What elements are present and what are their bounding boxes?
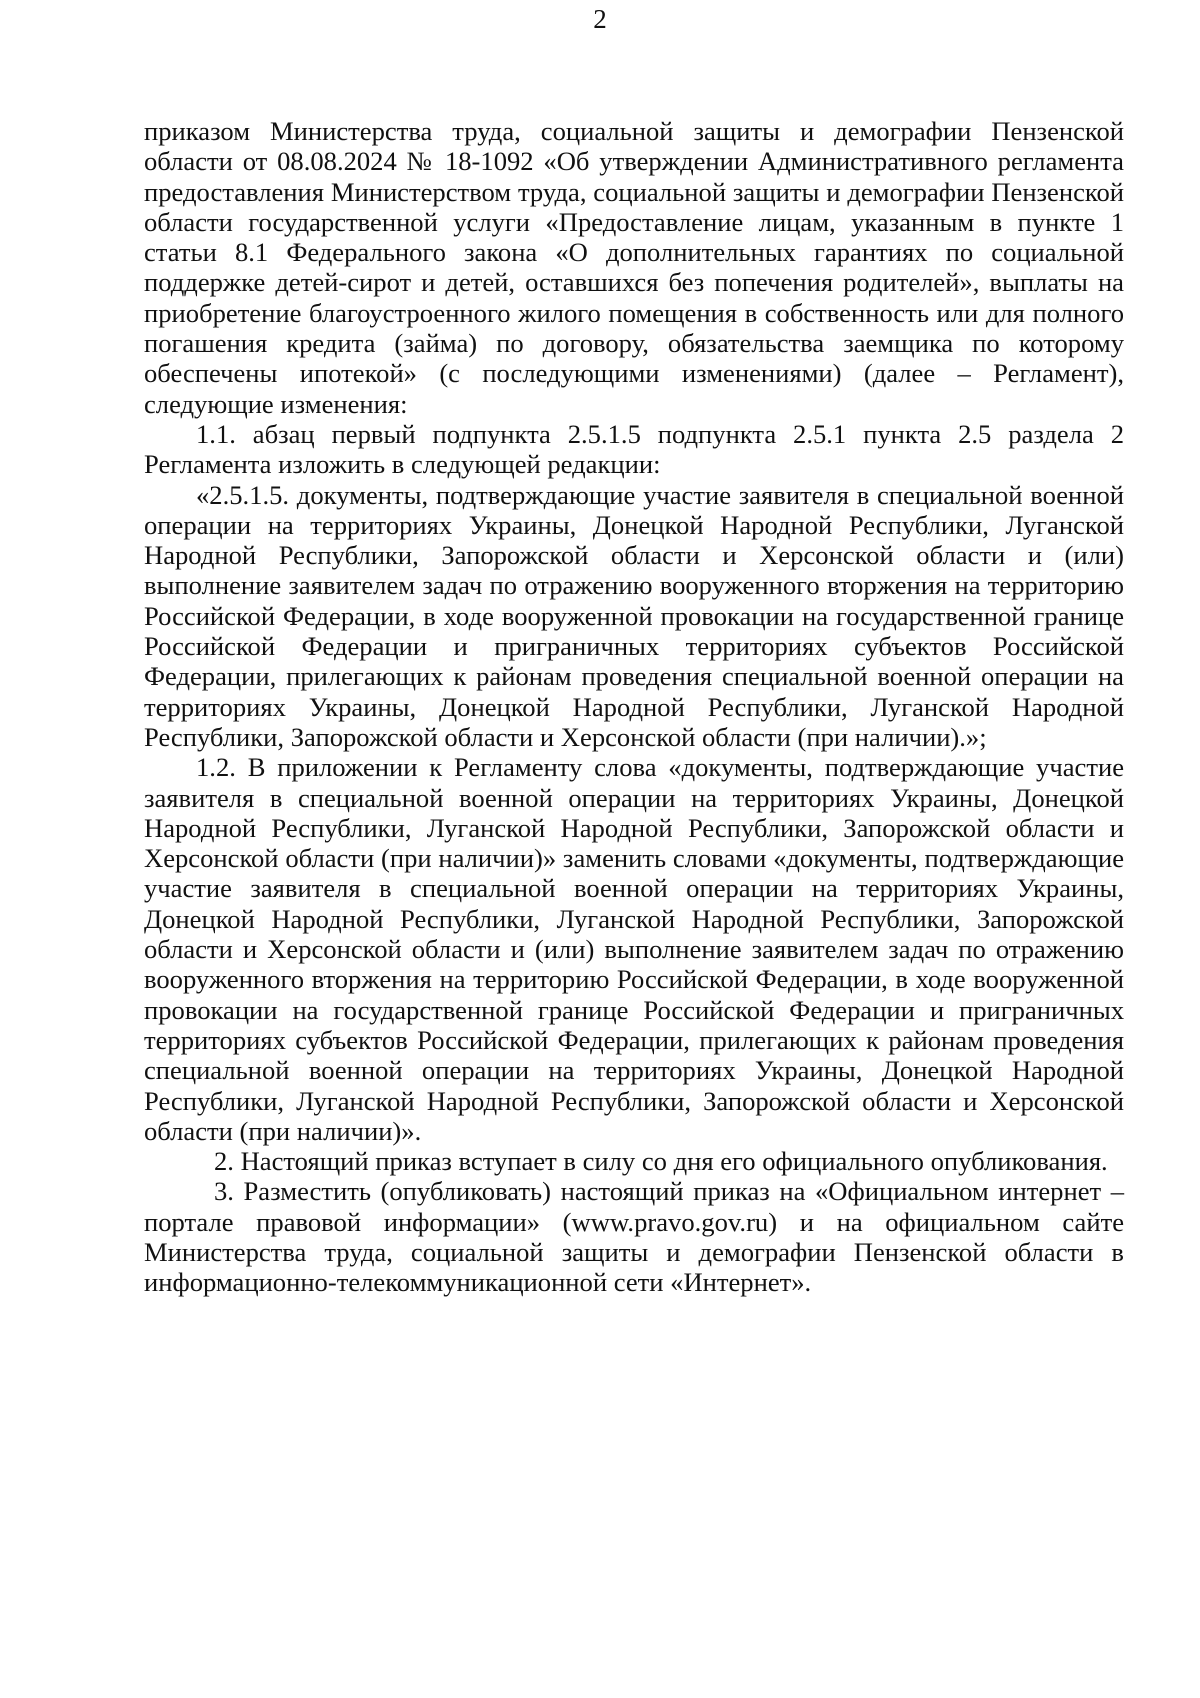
paragraph-item-1-2: 1.2. В приложении к Регламенту слова «документы, подтверждающие участие заявителя в специальной военной операции на территориях Украины, Донецкой Народной Республики, Луганской Народной Республики, Запорожской области и Херсонской области (при наличии)» заменить словами «документы, подтверждающие участие заявителя в специальной военной операции на территориях Украины, Донецкой Народной Республики, Луганской Народной Республики, Запорожской области и Херсонской области и (или) выполнение заявителем задач по отражению вооруженного вторжения на территорию Российской Федерации, в ходе вооруженной провокации на государственной границе Российской Федерации и приграничных территориях субъектов Российской Федерации, прилегающих к районам проведения специальной военной операции на территориях Украины, Донецкой Народной Республики, Луганской Народной Республики, Запорожской области и Херсонской области (при наличии)». xyxy=(144,752,1124,1146)
paragraph-item-2: 2. Настоящий приказ вступает в силу со дня его официального опубликования. xyxy=(214,1146,1108,1177)
paragraph-item-1-1: 1.1. абзац первый подпункта 2.5.1.5 подпункта 2.5.1 пункта 2.5 раздела 2 Регламента изложить в следующей редакции: xyxy=(144,418,1124,480)
paragraph-item-3: 3. Разместить (опубликовать) настоящий приказ на «Официальном интернет – портале правовой информации» (www.pravo.gov.ru) и на официальном сайте Министерства труда, социальной защиты и демографии Пензенской области в информационно-телекоммуникационной сети «Интернет». xyxy=(144,1176,1124,1298)
paragraph-intro: приказом Министерства труда, социальной защиты и демографии Пензенской области от 08.08.2024 № 18-1092 «Об утверждении Административного регламента предоставления Министерством труда, социальной защиты и демографии Пензенской области государственной услуги «Предоставление лицам, указанным в пункте 1 статьи 8.1 Федерального закона «О дополнительных гарантиях по социальной поддержке детей-сирот и детей, оставшихся без попечения родителей», выплаты на приобретение благоустроенного жилого помещения в собственность или для полного погашения кредита (займа) по договору, обязательства заемщика по которому обеспечены ипотекой» (с последующими изменениями) (далее – Регламент), следующие изменения: xyxy=(144,116,1124,419)
page-number: 2 xyxy=(593,4,607,34)
paragraph-quoted-2-5-1-5: «2.5.1.5. документы, подтверждающие участие заявителя в специальной военной операции на территориях Украины, Донецкой Народной Республики, Луганской Народной Республики, Запорожской области и Херсонской области и (или) выполнение заявителем задач по отражению вооруженного вторжения на территорию Российской Федерации, в ходе вооруженной провокации на государственной границе Российской Федерации и приграничных территориях субъектов Российской Федерации, прилегающих к районам проведения специальной военной операции на территориях Украины, Донецкой Народной Республики, Луганской Народной Республики, Запорожской области и Херсонской области (при наличии).»; xyxy=(144,479,1124,752)
document-body xyxy=(144,116,1124,1298)
